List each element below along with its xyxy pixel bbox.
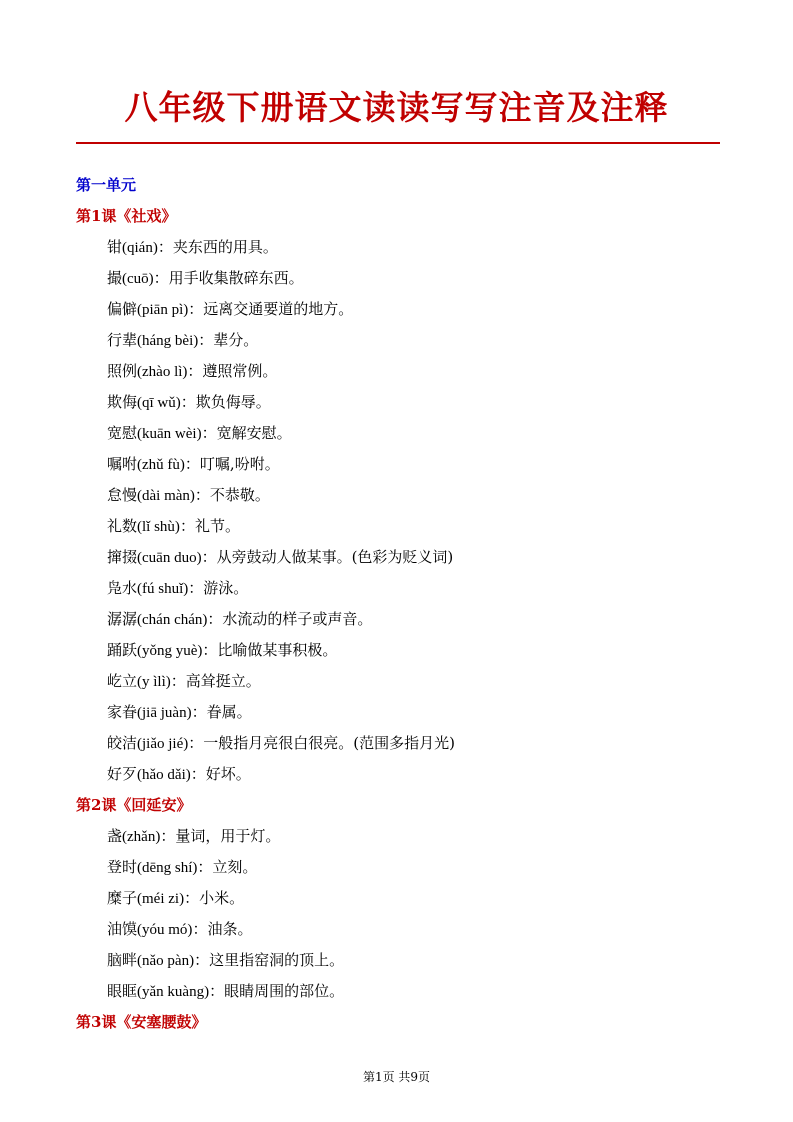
- vocab-word: 照例: [107, 362, 138, 380]
- vocab-word: 欺侮: [107, 393, 138, 411]
- vocab-gloss: ：从旁鼓动人做某事。(色彩为贬义词): [201, 548, 454, 566]
- vocab-entry: [107, 635, 793, 666]
- vocab-pinyin: (cuō): [122, 271, 154, 287]
- vocab-gloss: ：比喻做某事积极。: [202, 641, 338, 659]
- vocab-word: 皎洁: [107, 734, 138, 752]
- vocab-entry: [107, 666, 793, 697]
- vocab-entry: [107, 697, 793, 728]
- vocab-pinyin: (y ìlì): [137, 674, 171, 690]
- vocab-word: 油馍: [107, 920, 138, 938]
- vocab-word: 脑畔: [107, 951, 138, 969]
- vocab-entry: [107, 232, 793, 263]
- vocab-entry: [107, 945, 793, 976]
- vocab-pinyin: (yǒng yuè): [137, 643, 203, 659]
- page-title: 八年级下册语文读读写写注音及注释: [124, 88, 669, 127]
- vocab-gloss: ：小米。: [184, 889, 245, 907]
- vocab-pinyin: (fú shuǐ): [137, 581, 189, 597]
- vocab-pinyin: (cuān duo): [137, 550, 202, 566]
- vocab-pinyin: (qián): [122, 240, 158, 256]
- vocab-word: 宽慰: [107, 424, 138, 442]
- vocab-pinyin: (qī wǔ): [137, 395, 181, 411]
- vocab-word: 钳: [107, 238, 123, 256]
- vocab-word: 凫水: [107, 579, 138, 597]
- vocab-gloss: ：一般指月亮很白很亮。(范围多指月光): [188, 734, 455, 752]
- vocab-entry: [107, 325, 793, 356]
- vocab-gloss: ：不恭敬。: [194, 486, 270, 504]
- vocab-gloss: ：礼节。: [179, 517, 240, 535]
- vocab-pinyin: (hǎo dǎi): [137, 767, 191, 783]
- vocab-gloss: ：叮嘱,吩咐。: [184, 455, 280, 473]
- vocab-word: 糜子: [107, 889, 138, 907]
- vocab-pinyin: (chán chán): [137, 612, 208, 628]
- title-divider: [76, 142, 720, 144]
- vocab-gloss: ：远离交通要道的地方。: [188, 300, 354, 318]
- vocab-word: 屹立: [107, 672, 138, 690]
- vocab-word: 撮: [107, 269, 123, 287]
- vocab-gloss: ：水流动的样子或声音。: [207, 610, 373, 628]
- vocab-pinyin: (lǐ shù): [137, 519, 180, 535]
- vocab-word: 礼数: [107, 517, 138, 535]
- vocab-gloss: ：欺负侮辱。: [180, 393, 271, 411]
- vocab-entry: [107, 480, 793, 511]
- vocab-gloss: ：眷属。: [191, 703, 252, 721]
- vocab-pinyin: (yǎn kuàng): [137, 984, 210, 1000]
- vocab-entry: [107, 604, 793, 635]
- vocab-entry: [107, 821, 793, 852]
- vocab-word: 怠慢: [107, 486, 138, 504]
- vocab-entry: [107, 883, 793, 914]
- vocab-entry: [107, 294, 793, 325]
- page-footer: 第1页 共9页: [362, 1070, 431, 1084]
- vocab-word: 登时: [107, 858, 138, 876]
- vocab-entry: [107, 263, 793, 294]
- lesson-heading: 第2课《回延安》: [76, 796, 192, 814]
- vocab-gloss: ：眼睛周围的部位。: [209, 982, 345, 1000]
- vocab-entry: [107, 387, 793, 418]
- vocab-entry: [107, 356, 793, 387]
- vocab-gloss: ：宽解安慰。: [201, 424, 292, 442]
- vocab-pinyin: (zhǎn): [122, 829, 161, 845]
- vocab-gloss: ：高耸挺立。: [170, 672, 261, 690]
- vocab-pinyin: (zhǔ fù): [137, 457, 185, 473]
- vocab-word: 踊跃: [107, 641, 138, 659]
- vocab-pinyin: (jiǎo jié): [137, 736, 189, 752]
- vocab-gloss: ：遵照常例。: [187, 362, 278, 380]
- vocab-entry: [107, 542, 793, 573]
- vocab-entry: [107, 418, 793, 449]
- vocab-gloss: ：辈分。: [198, 331, 259, 349]
- vocab-entry: [107, 449, 793, 480]
- vocab-word: 撺掇: [107, 548, 138, 566]
- vocab-entry: [107, 852, 793, 883]
- vocab-word: 嘱咐: [107, 455, 138, 473]
- vocab-gloss: ：这里指窑洞的顶上。: [194, 951, 345, 969]
- vocab-pinyin: (zhào lì): [137, 364, 188, 380]
- vocab-word: 偏僻: [107, 300, 138, 318]
- vocab-gloss: ：夹东西的用具。: [157, 238, 278, 256]
- vocab-pinyin: (méi zi): [137, 891, 185, 907]
- unit-heading: 第一单元: [76, 176, 137, 194]
- vocab-word: 盏: [107, 827, 123, 845]
- vocab-pinyin: (kuān wèi): [137, 426, 202, 442]
- vocab-gloss: ：量词，用于灯。: [160, 827, 281, 845]
- vocab-word: 行辈: [107, 331, 138, 349]
- vocab-entry: [107, 511, 793, 542]
- vocab-pinyin: (jiā juàn): [137, 705, 192, 721]
- vocab-entry: [107, 976, 793, 1007]
- vocab-pinyin: (nǎo pàn): [137, 953, 195, 969]
- vocab-entry: [107, 759, 793, 790]
- vocab-word: 家眷: [107, 703, 138, 721]
- vocab-entry: [107, 914, 793, 945]
- vocab-pinyin: (yóu mó): [137, 922, 193, 938]
- vocab-pinyin: (háng bèi): [137, 333, 199, 349]
- vocab-pinyin: (dài màn): [137, 488, 195, 504]
- vocab-word: 眼眶: [107, 982, 138, 1000]
- vocab-entry: [107, 728, 793, 759]
- lesson-heading: 第1课《社戏》: [76, 207, 177, 225]
- vocab-pinyin: (dēng shí): [137, 860, 198, 876]
- vocab-gloss: ：好坏。: [190, 765, 251, 783]
- vocab-entry: [107, 573, 793, 604]
- vocab-word: 好歹: [107, 765, 138, 783]
- document-body: [0, 170, 793, 1038]
- vocab-gloss: ：立刻。: [197, 858, 258, 876]
- vocab-gloss: ：用手收集散碎东西。: [153, 269, 304, 287]
- vocab-gloss: ：游泳。: [188, 579, 249, 597]
- vocab-word: 潺潺: [107, 610, 138, 628]
- vocab-gloss: ：油条。: [192, 920, 253, 938]
- lesson-heading: 第3课《安塞腰鼓》: [76, 1013, 207, 1031]
- vocab-pinyin: (piān pì): [137, 302, 189, 318]
